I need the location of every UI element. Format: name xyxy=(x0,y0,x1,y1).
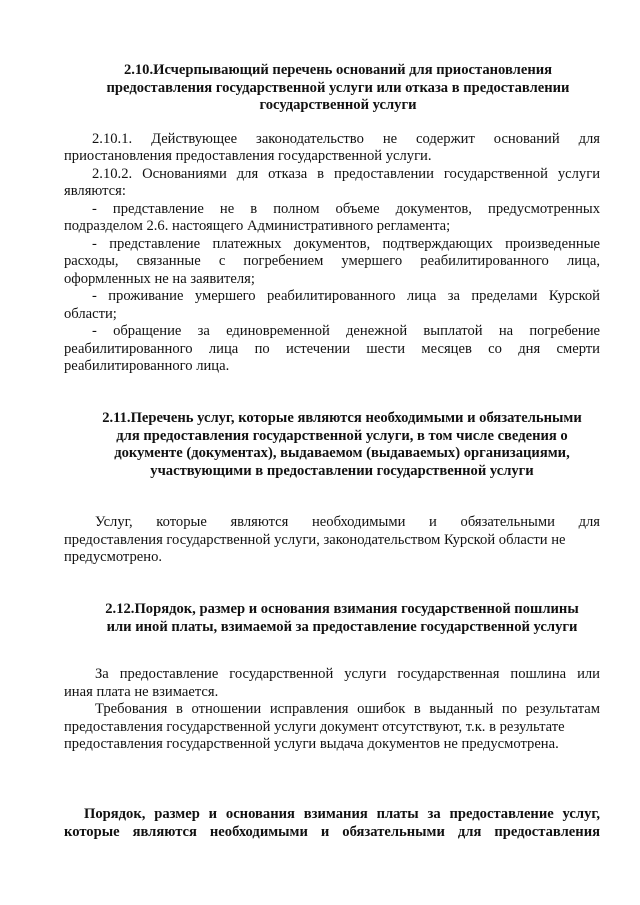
paragraph-line: приостановления предоставления государственной услуги. xyxy=(64,148,432,164)
paragraph-line: предоставления государственной услуги выдача документов не предусмотрена. xyxy=(64,736,559,752)
heading-line: 2.12.Порядок, размер и основания взимания государственной пошлины xyxy=(105,601,579,617)
list-item-line: - представление платежных документов, подтверждающих произведенные xyxy=(92,236,600,252)
paragraph-line: являются: xyxy=(64,183,126,199)
paragraph-line: Требования в отношении исправления ошибок в выданный по результатам xyxy=(95,701,600,717)
section-2-12-heading xyxy=(84,601,600,636)
list-item-line: расходы, связанные с погребением умершего реабилитированного лица, xyxy=(64,253,600,269)
paragraph-line: 2.10.2. Основаниями для отказа в предоставлении государственной услуги xyxy=(92,166,600,182)
list-item-line: области; xyxy=(64,306,117,322)
list-item-line: реабилитированного лица. xyxy=(64,358,230,374)
heading-line: или иной платы, взимаемой за предоставление государственной услуги xyxy=(106,618,578,635)
heading-line: 2.11.Перечень услуг, которые являются необходимыми и обязательными xyxy=(102,410,582,426)
paragraph-line: Услуг, которые являются необходимыми и обязательными для xyxy=(95,514,600,530)
list-item-line: оформленных не на заявителя; xyxy=(64,271,255,287)
next-section-heading-line: которые являются необходимыми и обязательными для предоставления xyxy=(64,824,600,840)
section-2-10-heading xyxy=(88,62,588,115)
paragraph-line: 2.10.1. Действующее законодательство не содержит оснований для xyxy=(92,131,600,147)
heading-line: участвующими в предоставлении государственной услуги xyxy=(150,462,534,479)
paragraph-line: предусмотрено. xyxy=(64,549,163,565)
paragraph-line: предоставления государственной услуги документ отсутствуют, т.к. в результате xyxy=(64,719,565,735)
paragraph-line: иная плата не взимается. xyxy=(64,684,219,700)
next-section-heading-line: Порядок, размер и основания взимания платы за предоставление услуг, xyxy=(84,806,600,822)
heading-line: для предоставления государственной услуги, в том числе сведения о xyxy=(116,427,568,444)
heading-line: предоставления государственной услуги или отказа в предоставлении xyxy=(106,79,570,96)
heading-line: документе (документах), выдаваемом (выдаваемых) организациями, xyxy=(114,445,570,461)
list-item-line: реабилитированного лица по истечении шести месяцев со дня смерти xyxy=(64,341,600,357)
paragraph-line: За предоставление государственной услуги государственная пошлина или xyxy=(95,666,600,682)
section-2-11-heading xyxy=(84,410,600,480)
heading-line: государственной услуги xyxy=(259,97,417,113)
list-item-line: - обращение за единовременной денежной выплатой на погребение xyxy=(92,323,600,339)
heading-line: 2.10.Исчерпывающий перечень оснований для приостановления xyxy=(123,62,553,78)
list-item-line: - представление не в полном объеме документов, предусмотренных xyxy=(92,201,600,217)
paragraph-line: предоставления государственной услуги, законодательством Курской области не xyxy=(64,532,566,548)
list-item-line: подразделом 2.6. настоящего Административного регламента; xyxy=(64,218,451,234)
list-item-line: - проживание умершего реабилитированного лица за пределами Курской xyxy=(92,288,600,304)
